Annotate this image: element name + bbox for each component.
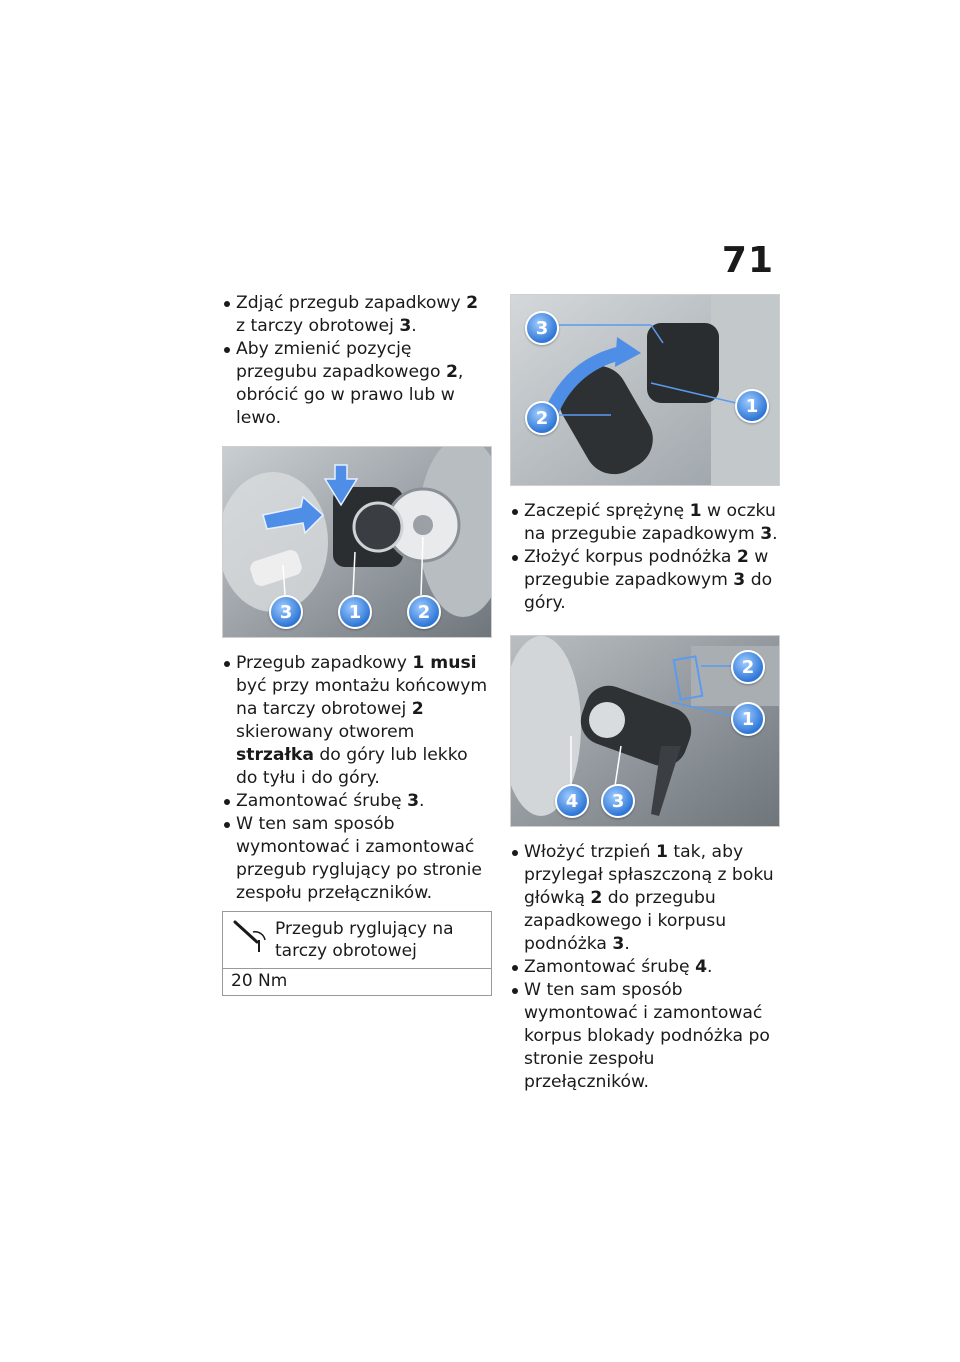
steps-list <box>222 652 492 905</box>
torque-label: Przegub ryglujący na tarczy obrotowej <box>275 919 454 961</box>
callout-badge: 1 <box>338 595 372 629</box>
callout-badge: 3 <box>601 784 635 818</box>
steps-list-2 <box>510 841 780 1094</box>
list-item: Złożyć korpus podnóżka 2 w przegubie zapadkowym 3 do góry. <box>510 546 780 615</box>
list-item: W ten sam sposób wymontować i zamontować korpus blokady podnóżka po stronie zespołu przełączników. <box>510 979 780 1094</box>
list-item: Aby zmienić pozycję przegubu zapadkowego 2, obrócić go w prawo lub w lewo. <box>222 338 492 430</box>
torque-value: 20 Nm <box>231 971 288 991</box>
list-item: Zaczepić sprężynę 1 w oczku na przegubie zapadkowym 3. <box>510 500 780 546</box>
footrest-joint-figure <box>510 294 780 486</box>
callout-badge: 1 <box>731 702 765 736</box>
steps-list-1 <box>510 500 780 615</box>
callout-badge: 1 <box>735 389 769 423</box>
torque-header <box>223 912 491 969</box>
callout-badge: 2 <box>407 595 441 629</box>
callout-badge: 2 <box>525 401 559 435</box>
list-item: W ten sam sposób wymontować i zamontować przegub ryglujący po stronie zespołu przełączników. <box>222 813 492 905</box>
callout-badge: 3 <box>269 595 303 629</box>
list-item: Zamontować śrubę 3. <box>222 790 492 813</box>
list-item: Włożyć trzpień 1 tak, aby przylegał spłaszczoną z boku główką 2 do przegubu zapadkowego i korpusu podnóżka 3. <box>510 841 780 956</box>
list-item: Przegub zapadkowy 1 musi być przy montażu końcowym na tarczy obrotowej 2 skierowany otworem strzałka do góry lub lekko do tyłu i do góry. <box>222 652 492 790</box>
torque-wrench-icon <box>231 918 267 954</box>
callout-badge: 3 <box>525 311 559 345</box>
torque-table <box>222 911 492 996</box>
callout-badge: 2 <box>731 650 765 684</box>
ratchet-joint-figure <box>222 446 492 638</box>
right-column <box>510 292 780 1094</box>
list-item: Zamontować śrubę 4. <box>510 956 780 979</box>
list-item: Zdjąć przegub zapadkowy 2 z tarczy obrotowej 3. <box>222 292 492 338</box>
pin-mounting-figure <box>510 635 780 827</box>
page-number: 71 <box>721 240 774 281</box>
intro-list <box>222 292 492 430</box>
left-column <box>222 292 492 996</box>
callout-badge: 4 <box>555 784 589 818</box>
